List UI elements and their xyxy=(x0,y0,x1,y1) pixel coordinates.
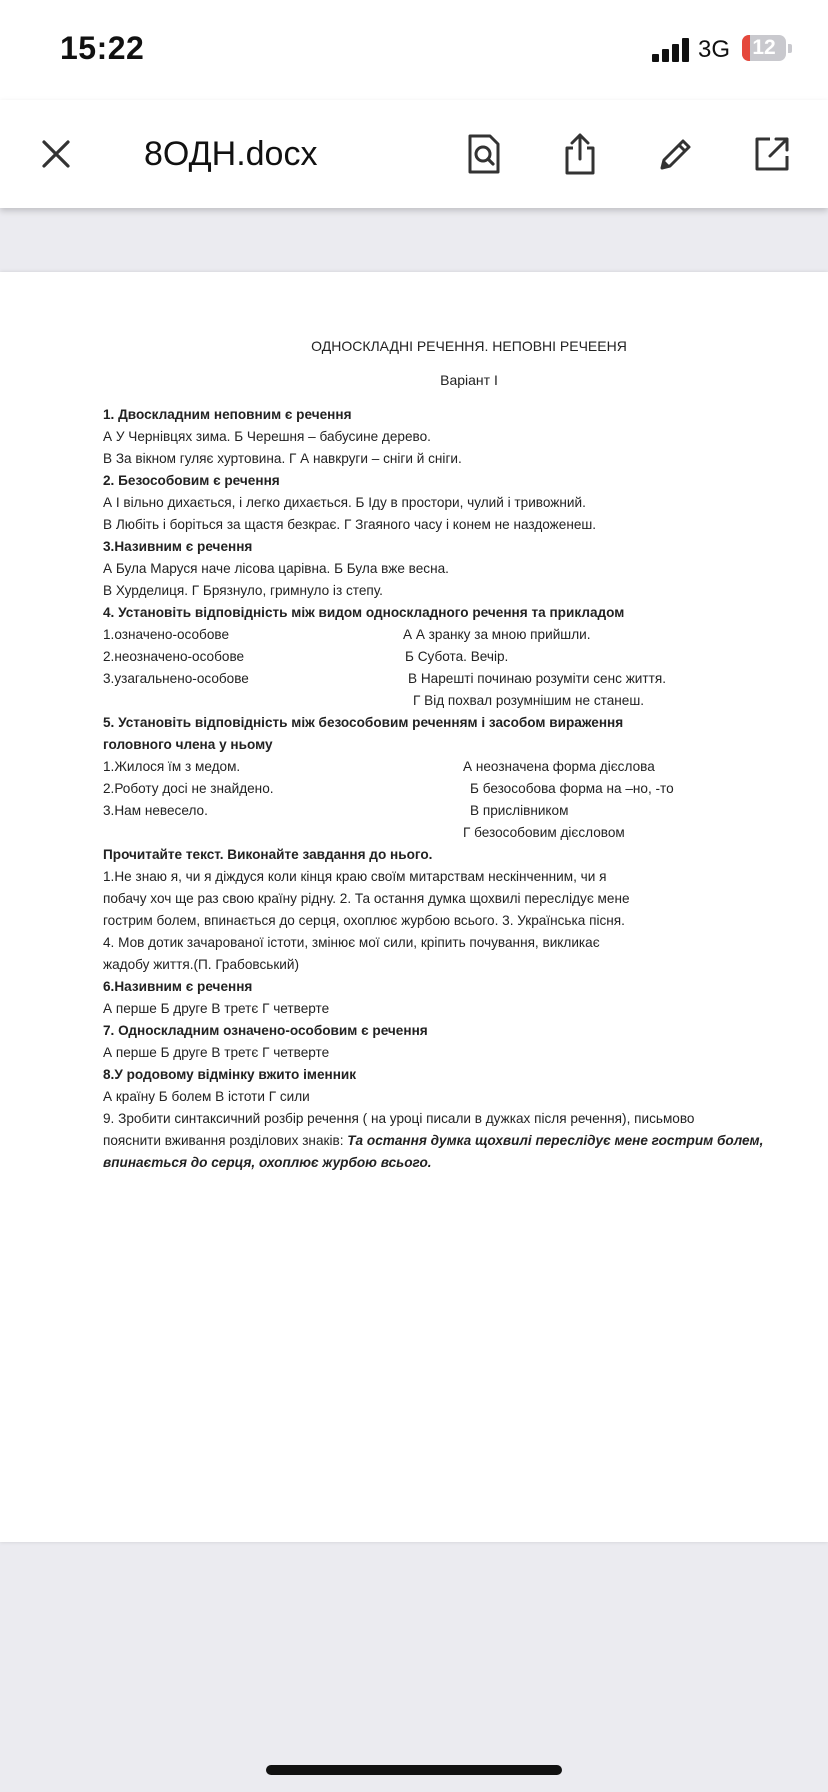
document-filename: 8ОДН.docx xyxy=(144,135,318,173)
open-external-icon xyxy=(752,134,792,174)
question-2-heading: 2. Безособовим є речення xyxy=(103,473,280,488)
edit-button[interactable] xyxy=(652,130,700,178)
question-5-heading-line-1: 5. Установіть відповідність між безособовим реченням і засобом вираження xyxy=(103,715,624,730)
text-line-4: 4. Мов дотик зачарованої істоти, змінює мої сили, кріпить почування, викликає xyxy=(103,935,600,950)
question-5-answer-c: В прислівником xyxy=(470,803,569,818)
question-5-heading-line-2: головного члена у ньому xyxy=(103,737,273,752)
question-5-answer-b: Б безособова форма на –но, -то xyxy=(470,781,674,796)
close-button[interactable] xyxy=(32,130,80,178)
open-external-button[interactable] xyxy=(748,130,796,178)
question-8-options: А країну Б болем В істоти Г сили xyxy=(103,1089,310,1104)
question-9-instruction: пояснити вживання розділових знаків: xyxy=(103,1133,344,1148)
question-5-answer-a: А неозначена форма дієслова xyxy=(463,759,655,774)
question-6-options: А перше Б друге В третє Г четверте xyxy=(103,1001,330,1016)
share-button[interactable] xyxy=(556,130,604,178)
search-document-button[interactable] xyxy=(460,130,508,178)
reading-task-heading: Прочитайте текст. Виконайте завдання до нього. xyxy=(103,847,433,862)
question-4-answer-c: В Нарешті починаю розуміти сенс життя. xyxy=(408,671,666,686)
question-5-item-1: 1.Жилося їм з медом. xyxy=(103,759,241,774)
question-1-heading: 1. Двоскладним неповним є речення xyxy=(103,407,352,422)
question-4-item-3: 3.узагальнено-особове xyxy=(103,671,249,686)
text-line-2: побачу хоч ще раз свою країну рідну. 2. Та остання думка щохвилі переслідує мене xyxy=(103,891,630,906)
question-9-line-1: 9. Зробити синтаксичний розбір речення ( на уроці писали в дужках після речення), письмово xyxy=(103,1111,695,1126)
document-search-icon xyxy=(466,133,502,175)
question-7-options: А перше Б друге В третє Г четверте xyxy=(103,1045,330,1060)
battery-tip xyxy=(788,44,792,53)
question-3-options-a-b: А Була Маруся наче лісова царівна. Б Була вже весна. xyxy=(103,561,449,576)
question-4-item-2: 2.неозначено-особове xyxy=(103,649,245,664)
text-line-3: гострим болем, впинається до серця, охоплює журбою всього. 3. Українська пісня. xyxy=(103,913,625,928)
question-3-options-c-d: В Хурделиця. Г Брязнуло, гримнуло із степу. xyxy=(103,583,383,598)
question-9-line-2 xyxy=(103,1132,763,1150)
question-7-heading: 7. Односкладним означено-особовим є речення xyxy=(103,1023,428,1038)
document-variant: Варіант І xyxy=(440,372,498,388)
close-icon xyxy=(40,138,72,170)
question-4-answer-a: А А зранку за мною прийшли. xyxy=(403,627,591,642)
document-title: ОДНОСКЛАДНІ РЕЧЕННЯ. НЕПОВНІ РЕЧЕЕНЯ xyxy=(311,338,627,354)
question-6-heading: 6.Називним є речення xyxy=(103,979,253,994)
status-time: 15:22 xyxy=(60,30,145,66)
question-5-item-2: 2.Роботу досі не знайдено. xyxy=(103,781,274,796)
question-8-heading: 8.У родовому відмінку вжито іменник xyxy=(103,1067,357,1082)
question-5-answer-d: Г безособовим дієсловом xyxy=(463,825,625,840)
document-toolbar xyxy=(0,100,828,208)
signal-strength-icon xyxy=(652,38,692,62)
status-bar xyxy=(0,0,828,100)
network-type: 3G xyxy=(698,36,731,63)
text-line-1: 1.Не знаю я, чи я діждуся коли кінця краю своїм митарствам нескінченним, чи я xyxy=(103,869,607,884)
home-indicator[interactable] xyxy=(266,1765,562,1775)
battery-icon xyxy=(742,35,786,61)
question-2-options-c-d: В Любіть і боріться за щастя безкрає. Г Згаяного часу і конем не наздоженеш. xyxy=(103,517,597,532)
document-page xyxy=(0,272,828,1542)
question-9-sentence-part-2: впинається до серця, охоплює журбою всього. xyxy=(103,1155,432,1170)
text-line-5: жадобу життя.(П. Грабовський) xyxy=(103,957,300,972)
question-4-item-1: 1.означено-особове xyxy=(103,627,230,642)
question-4-answer-d: Г Від похвал розумнішим не станеш. xyxy=(413,693,645,708)
pencil-icon xyxy=(656,134,696,174)
question-4-answer-b: Б Субота. Вечір. xyxy=(405,649,509,664)
question-4-heading: 4. Установіть відповідність між видом односкладного речення та прикладом xyxy=(103,605,625,620)
share-icon xyxy=(562,132,598,176)
battery-level: 12 xyxy=(752,36,776,59)
question-2-options-a-b: А І вільно дихається, і легко дихається. Б Іду в простори, чулий і тривожний. xyxy=(103,495,586,510)
question-9-sentence-part-1: Та остання думка щохвилі переслідує мене гострим болем, xyxy=(347,1133,764,1148)
question-3-heading: 3.Називним є речення xyxy=(103,539,253,554)
question-1-options-a-b: А У Чернівцях зима. Б Черешня – бабусине дерево. xyxy=(103,429,431,444)
question-5-item-3: 3.Нам невесело. xyxy=(103,803,208,818)
question-1-options-c-d: В За вікном гуляє хуртовина. Г А навкруги – сніги й сніги. xyxy=(103,451,462,466)
